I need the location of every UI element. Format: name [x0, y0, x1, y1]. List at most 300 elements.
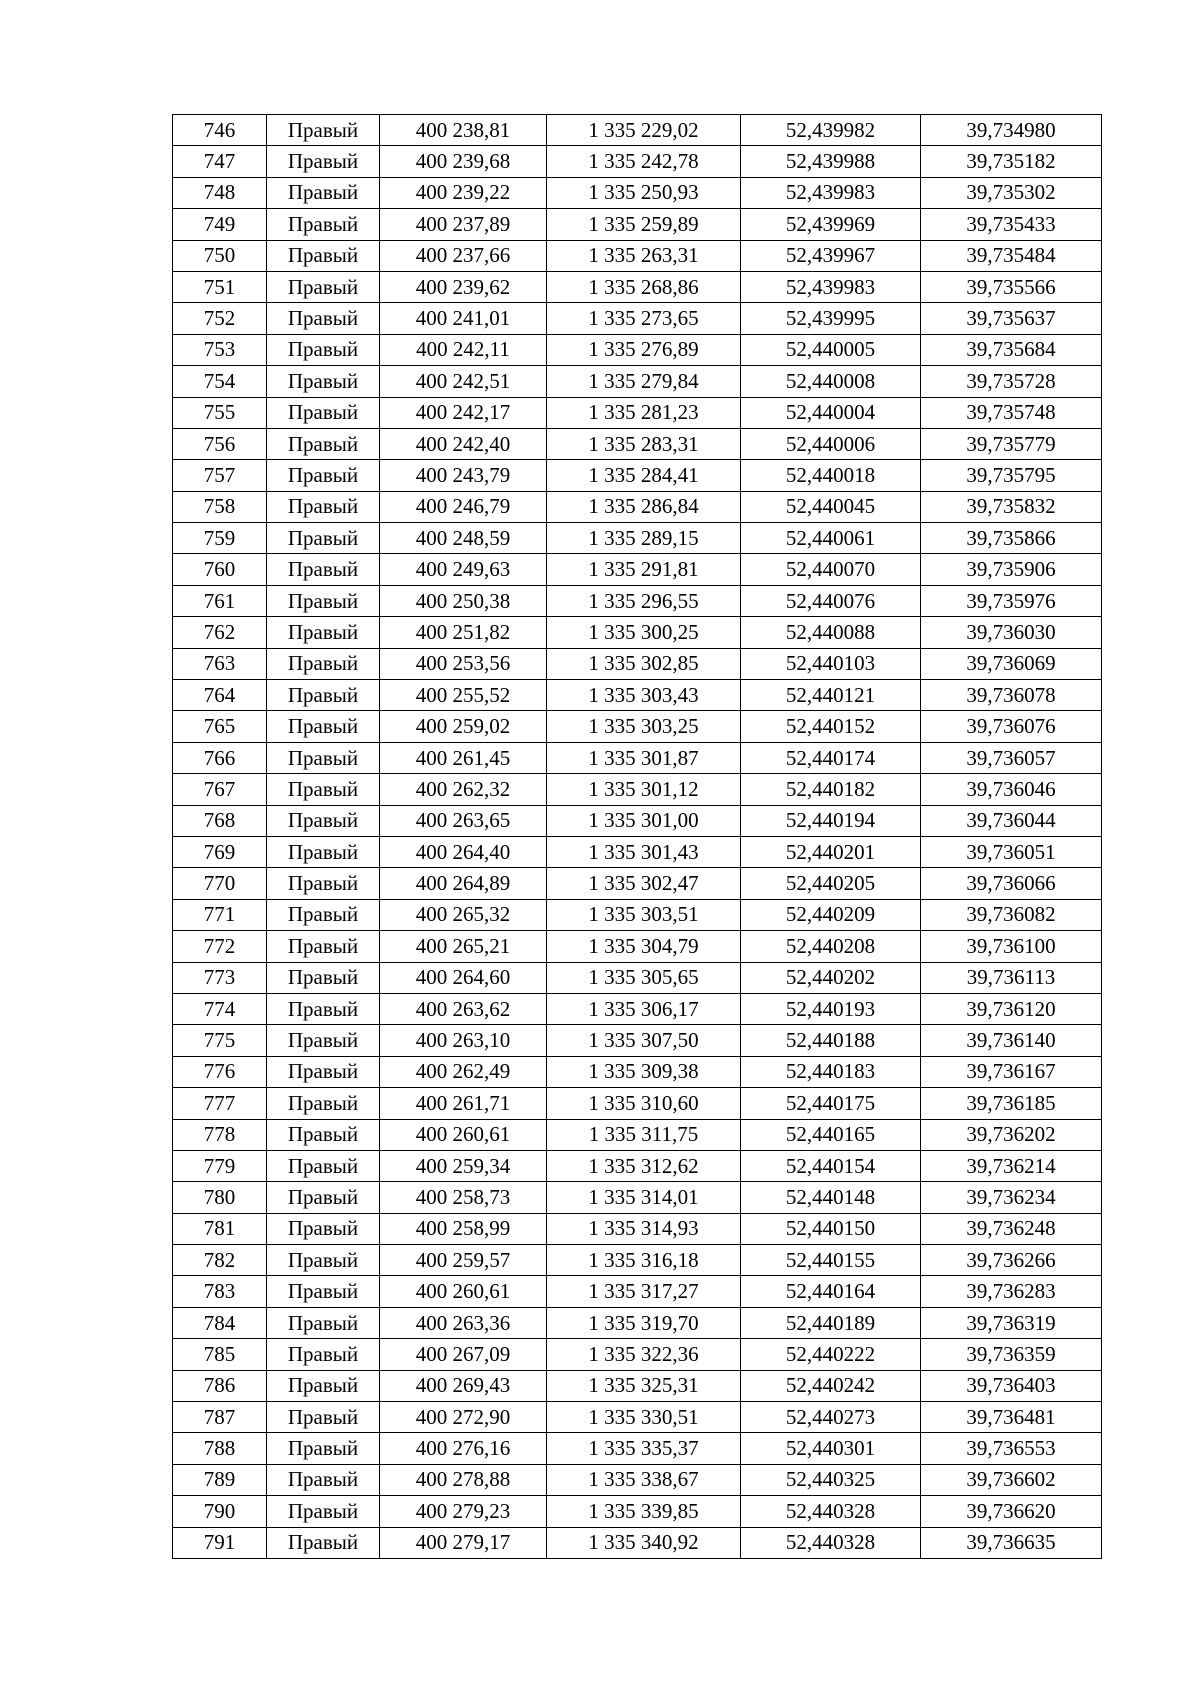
longitude-cell: 39,736248 — [921, 1213, 1102, 1244]
table-row — [173, 1182, 1102, 1213]
point-number-cell: 766 — [173, 742, 267, 773]
side-cell: Правый — [267, 648, 380, 679]
x-coordinate-cell: 400 259,34 — [380, 1150, 547, 1181]
y-coordinate-cell: 1 335 330,51 — [547, 1402, 741, 1433]
latitude-cell: 52,439988 — [741, 146, 921, 177]
y-coordinate-cell: 1 335 317,27 — [547, 1276, 741, 1307]
point-number-cell: 789 — [173, 1464, 267, 1495]
y-coordinate-cell: 1 335 301,43 — [547, 836, 741, 867]
latitude-cell: 52,440325 — [741, 1464, 921, 1495]
side-cell: Правый — [267, 962, 380, 993]
longitude-cell: 39,736553 — [921, 1433, 1102, 1464]
x-coordinate-cell: 400 251,82 — [380, 617, 547, 648]
x-coordinate-cell: 400 255,52 — [380, 680, 547, 711]
latitude-cell: 52,440328 — [741, 1496, 921, 1527]
x-coordinate-cell: 400 259,57 — [380, 1245, 547, 1276]
point-number-cell: 777 — [173, 1088, 267, 1119]
side-cell: Правый — [267, 397, 380, 428]
latitude-cell: 52,440202 — [741, 962, 921, 993]
y-coordinate-cell: 1 335 303,25 — [547, 711, 741, 742]
side-cell: Правый — [267, 680, 380, 711]
point-number-cell: 787 — [173, 1402, 267, 1433]
latitude-cell: 52,440103 — [741, 648, 921, 679]
latitude-cell: 52,439967 — [741, 240, 921, 271]
longitude-cell: 39,735748 — [921, 397, 1102, 428]
table-row — [173, 680, 1102, 711]
latitude-cell: 52,440175 — [741, 1088, 921, 1119]
point-number-cell: 774 — [173, 993, 267, 1024]
side-cell: Правый — [267, 1088, 380, 1119]
side-cell: Правый — [267, 1527, 380, 1558]
point-number-cell: 750 — [173, 240, 267, 271]
y-coordinate-cell: 1 335 305,65 — [547, 962, 741, 993]
x-coordinate-cell: 400 269,43 — [380, 1370, 547, 1401]
y-coordinate-cell: 1 335 316,18 — [547, 1245, 741, 1276]
point-number-cell: 782 — [173, 1245, 267, 1276]
table-row — [173, 1307, 1102, 1338]
point-number-cell: 747 — [173, 146, 267, 177]
longitude-cell: 39,736057 — [921, 742, 1102, 773]
table-row — [173, 1496, 1102, 1527]
x-coordinate-cell: 400 259,02 — [380, 711, 547, 742]
x-coordinate-cell: 400 248,59 — [380, 523, 547, 554]
point-number-cell: 762 — [173, 617, 267, 648]
longitude-cell: 39,736082 — [921, 899, 1102, 930]
side-cell: Правый — [267, 366, 380, 397]
table-row — [173, 491, 1102, 522]
x-coordinate-cell: 400 242,51 — [380, 366, 547, 397]
x-coordinate-cell: 400 261,71 — [380, 1088, 547, 1119]
y-coordinate-cell: 1 335 263,31 — [547, 240, 741, 271]
side-cell: Правый — [267, 805, 380, 836]
side-cell: Правый — [267, 554, 380, 585]
point-number-cell: 757 — [173, 460, 267, 491]
point-number-cell: 768 — [173, 805, 267, 836]
y-coordinate-cell: 1 335 286,84 — [547, 491, 741, 522]
longitude-cell: 39,735182 — [921, 146, 1102, 177]
point-number-cell: 753 — [173, 334, 267, 365]
y-coordinate-cell: 1 335 281,23 — [547, 397, 741, 428]
x-coordinate-cell: 400 260,61 — [380, 1276, 547, 1307]
side-cell: Правый — [267, 899, 380, 930]
side-cell: Правый — [267, 177, 380, 208]
side-cell: Правый — [267, 1213, 380, 1244]
y-coordinate-cell: 1 335 303,51 — [547, 899, 741, 930]
longitude-cell: 39,736100 — [921, 931, 1102, 962]
x-coordinate-cell: 400 258,73 — [380, 1182, 547, 1213]
table-row — [173, 1119, 1102, 1150]
x-coordinate-cell: 400 237,89 — [380, 209, 547, 240]
table-row — [173, 585, 1102, 616]
x-coordinate-cell: 400 272,90 — [380, 1402, 547, 1433]
longitude-cell: 39,736635 — [921, 1527, 1102, 1558]
latitude-cell: 52,440188 — [741, 1025, 921, 1056]
y-coordinate-cell: 1 335 322,36 — [547, 1339, 741, 1370]
longitude-cell: 39,736403 — [921, 1370, 1102, 1401]
x-coordinate-cell: 400 246,79 — [380, 491, 547, 522]
latitude-cell: 52,439983 — [741, 271, 921, 302]
side-cell: Правый — [267, 1496, 380, 1527]
table-row — [173, 177, 1102, 208]
side-cell: Правый — [267, 240, 380, 271]
table-row — [173, 1339, 1102, 1370]
point-number-cell: 761 — [173, 585, 267, 616]
side-cell: Правый — [267, 523, 380, 554]
side-cell: Правый — [267, 1025, 380, 1056]
latitude-cell: 52,440004 — [741, 397, 921, 428]
y-coordinate-cell: 1 335 229,02 — [547, 115, 741, 146]
y-coordinate-cell: 1 335 314,01 — [547, 1182, 741, 1213]
table-row — [173, 523, 1102, 554]
point-number-cell: 767 — [173, 774, 267, 805]
y-coordinate-cell: 1 335 309,38 — [547, 1056, 741, 1087]
x-coordinate-cell: 400 242,11 — [380, 334, 547, 365]
table-row — [173, 1527, 1102, 1558]
side-cell: Правый — [267, 711, 380, 742]
x-coordinate-cell: 400 264,89 — [380, 868, 547, 899]
latitude-cell: 52,440174 — [741, 742, 921, 773]
longitude-cell: 39,736214 — [921, 1150, 1102, 1181]
point-number-cell: 763 — [173, 648, 267, 679]
y-coordinate-cell: 1 335 242,78 — [547, 146, 741, 177]
point-number-cell: 779 — [173, 1150, 267, 1181]
latitude-cell: 52,440208 — [741, 931, 921, 962]
y-coordinate-cell: 1 335 279,84 — [547, 366, 741, 397]
side-cell: Правый — [267, 491, 380, 522]
point-number-cell: 752 — [173, 303, 267, 334]
table-row — [173, 240, 1102, 271]
side-cell: Правый — [267, 742, 380, 773]
longitude-cell: 39,735906 — [921, 554, 1102, 585]
x-coordinate-cell: 400 262,32 — [380, 774, 547, 805]
y-coordinate-cell: 1 335 301,87 — [547, 742, 741, 773]
point-number-cell: 755 — [173, 397, 267, 428]
side-cell: Правый — [267, 993, 380, 1024]
side-cell: Правый — [267, 428, 380, 459]
longitude-cell: 39,734980 — [921, 115, 1102, 146]
table-row — [173, 742, 1102, 773]
point-number-cell: 783 — [173, 1276, 267, 1307]
latitude-cell: 52,440006 — [741, 428, 921, 459]
latitude-cell: 52,440148 — [741, 1182, 921, 1213]
point-number-cell: 778 — [173, 1119, 267, 1150]
table-row — [173, 303, 1102, 334]
x-coordinate-cell: 400 237,66 — [380, 240, 547, 271]
point-number-cell: 748 — [173, 177, 267, 208]
longitude-cell: 39,736113 — [921, 962, 1102, 993]
y-coordinate-cell: 1 335 304,79 — [547, 931, 741, 962]
table-row — [173, 1464, 1102, 1495]
y-coordinate-cell: 1 335 283,31 — [547, 428, 741, 459]
latitude-cell: 52,440209 — [741, 899, 921, 930]
y-coordinate-cell: 1 335 312,62 — [547, 1150, 741, 1181]
x-coordinate-cell: 400 242,17 — [380, 397, 547, 428]
y-coordinate-cell: 1 335 268,86 — [547, 271, 741, 302]
y-coordinate-cell: 1 335 325,31 — [547, 1370, 741, 1401]
longitude-cell: 39,735637 — [921, 303, 1102, 334]
side-cell: Правый — [267, 1182, 380, 1213]
x-coordinate-cell: 400 276,16 — [380, 1433, 547, 1464]
table-row — [173, 1056, 1102, 1087]
latitude-cell: 52,440193 — [741, 993, 921, 1024]
point-number-cell: 765 — [173, 711, 267, 742]
latitude-cell: 52,440205 — [741, 868, 921, 899]
longitude-cell: 39,736620 — [921, 1496, 1102, 1527]
y-coordinate-cell: 1 335 335,37 — [547, 1433, 741, 1464]
side-cell: Правый — [267, 1119, 380, 1150]
y-coordinate-cell: 1 335 303,43 — [547, 680, 741, 711]
point-number-cell: 758 — [173, 491, 267, 522]
x-coordinate-cell: 400 279,23 — [380, 1496, 547, 1527]
point-number-cell: 775 — [173, 1025, 267, 1056]
point-number-cell: 780 — [173, 1182, 267, 1213]
longitude-cell: 39,735566 — [921, 271, 1102, 302]
side-cell: Правый — [267, 1276, 380, 1307]
longitude-cell: 39,736051 — [921, 836, 1102, 867]
table-row — [173, 931, 1102, 962]
longitude-cell: 39,735433 — [921, 209, 1102, 240]
table-row — [173, 836, 1102, 867]
side-cell: Правый — [267, 209, 380, 240]
point-number-cell: 786 — [173, 1370, 267, 1401]
latitude-cell: 52,440165 — [741, 1119, 921, 1150]
latitude-cell: 52,440018 — [741, 460, 921, 491]
y-coordinate-cell: 1 335 250,93 — [547, 177, 741, 208]
table-row — [173, 428, 1102, 459]
side-cell: Правый — [267, 1339, 380, 1370]
table-row — [173, 460, 1102, 491]
latitude-cell: 52,440045 — [741, 491, 921, 522]
latitude-cell: 52,440273 — [741, 1402, 921, 1433]
side-cell: Правый — [267, 334, 380, 365]
table-row — [173, 334, 1102, 365]
x-coordinate-cell: 400 278,88 — [380, 1464, 547, 1495]
x-coordinate-cell: 400 264,60 — [380, 962, 547, 993]
longitude-cell: 39,736481 — [921, 1402, 1102, 1433]
x-coordinate-cell: 400 238,81 — [380, 115, 547, 146]
side-cell: Правый — [267, 1464, 380, 1495]
longitude-cell: 39,735832 — [921, 491, 1102, 522]
table-row — [173, 366, 1102, 397]
x-coordinate-cell: 400 263,10 — [380, 1025, 547, 1056]
x-coordinate-cell: 400 258,99 — [380, 1213, 547, 1244]
x-coordinate-cell: 400 243,79 — [380, 460, 547, 491]
longitude-cell: 39,735484 — [921, 240, 1102, 271]
side-cell: Правый — [267, 1370, 380, 1401]
latitude-cell: 52,439982 — [741, 115, 921, 146]
longitude-cell: 39,735684 — [921, 334, 1102, 365]
point-number-cell: 754 — [173, 366, 267, 397]
y-coordinate-cell: 1 335 340,92 — [547, 1527, 741, 1558]
point-number-cell: 791 — [173, 1527, 267, 1558]
side-cell: Правый — [267, 774, 380, 805]
longitude-cell: 39,736044 — [921, 805, 1102, 836]
x-coordinate-cell: 400 263,65 — [380, 805, 547, 836]
latitude-cell: 52,440088 — [741, 617, 921, 648]
latitude-cell: 52,440152 — [741, 711, 921, 742]
x-coordinate-cell: 400 250,38 — [380, 585, 547, 616]
latitude-cell: 52,440301 — [741, 1433, 921, 1464]
longitude-cell: 39,736359 — [921, 1339, 1102, 1370]
x-coordinate-cell: 400 261,45 — [380, 742, 547, 773]
y-coordinate-cell: 1 335 307,50 — [547, 1025, 741, 1056]
y-coordinate-cell: 1 335 296,55 — [547, 585, 741, 616]
latitude-cell: 52,440222 — [741, 1339, 921, 1370]
y-coordinate-cell: 1 335 311,75 — [547, 1119, 741, 1150]
point-number-cell: 764 — [173, 680, 267, 711]
x-coordinate-cell: 400 263,62 — [380, 993, 547, 1024]
y-coordinate-cell: 1 335 310,60 — [547, 1088, 741, 1119]
side-cell: Правый — [267, 1433, 380, 1464]
y-coordinate-cell: 1 335 301,12 — [547, 774, 741, 805]
table-row — [173, 146, 1102, 177]
latitude-cell: 52,439969 — [741, 209, 921, 240]
table-row — [173, 397, 1102, 428]
x-coordinate-cell: 400 239,22 — [380, 177, 547, 208]
x-coordinate-cell: 400 253,56 — [380, 648, 547, 679]
longitude-cell: 39,735779 — [921, 428, 1102, 459]
latitude-cell: 52,440150 — [741, 1213, 921, 1244]
longitude-cell: 39,736120 — [921, 993, 1102, 1024]
longitude-cell: 39,736266 — [921, 1245, 1102, 1276]
y-coordinate-cell: 1 335 306,17 — [547, 993, 741, 1024]
latitude-cell: 52,440155 — [741, 1245, 921, 1276]
table-row — [173, 805, 1102, 836]
side-cell: Правый — [267, 868, 380, 899]
y-coordinate-cell: 1 335 276,89 — [547, 334, 741, 365]
point-number-cell: 746 — [173, 115, 267, 146]
table-row — [173, 993, 1102, 1024]
latitude-cell: 52,440076 — [741, 585, 921, 616]
longitude-cell: 39,735866 — [921, 523, 1102, 554]
point-number-cell: 749 — [173, 209, 267, 240]
point-number-cell: 788 — [173, 1433, 267, 1464]
table-row — [173, 209, 1102, 240]
x-coordinate-cell: 400 267,09 — [380, 1339, 547, 1370]
latitude-cell: 52,440189 — [741, 1307, 921, 1338]
point-number-cell: 776 — [173, 1056, 267, 1087]
longitude-cell: 39,736030 — [921, 617, 1102, 648]
latitude-cell: 52,440005 — [741, 334, 921, 365]
point-number-cell: 759 — [173, 523, 267, 554]
side-cell: Правый — [267, 1245, 380, 1276]
side-cell: Правый — [267, 146, 380, 177]
side-cell: Правый — [267, 617, 380, 648]
longitude-cell: 39,736066 — [921, 868, 1102, 899]
table-row — [173, 1245, 1102, 1276]
table-row — [173, 1370, 1102, 1401]
latitude-cell: 52,440070 — [741, 554, 921, 585]
latitude-cell: 52,440201 — [741, 836, 921, 867]
point-number-cell: 773 — [173, 962, 267, 993]
x-coordinate-cell: 400 265,32 — [380, 899, 547, 930]
table-row — [173, 554, 1102, 585]
table-row — [173, 962, 1102, 993]
latitude-cell: 52,440121 — [741, 680, 921, 711]
x-coordinate-cell: 400 241,01 — [380, 303, 547, 334]
point-number-cell: 771 — [173, 899, 267, 930]
longitude-cell: 39,736283 — [921, 1276, 1102, 1307]
coordinates-table-body — [173, 115, 1102, 1559]
x-coordinate-cell: 400 249,63 — [380, 554, 547, 585]
longitude-cell: 39,736076 — [921, 711, 1102, 742]
x-coordinate-cell: 400 239,62 — [380, 271, 547, 302]
longitude-cell: 39,735795 — [921, 460, 1102, 491]
y-coordinate-cell: 1 335 259,89 — [547, 209, 741, 240]
y-coordinate-cell: 1 335 302,47 — [547, 868, 741, 899]
latitude-cell: 52,440008 — [741, 366, 921, 397]
x-coordinate-cell: 400 242,40 — [380, 428, 547, 459]
side-cell: Правый — [267, 303, 380, 334]
longitude-cell: 39,736185 — [921, 1088, 1102, 1119]
point-number-cell: 785 — [173, 1339, 267, 1370]
longitude-cell: 39,736069 — [921, 648, 1102, 679]
side-cell: Правый — [267, 1056, 380, 1087]
side-cell: Правый — [267, 585, 380, 616]
longitude-cell: 39,735302 — [921, 177, 1102, 208]
latitude-cell: 52,440183 — [741, 1056, 921, 1087]
longitude-cell: 39,736167 — [921, 1056, 1102, 1087]
side-cell: Правый — [267, 836, 380, 867]
x-coordinate-cell: 400 263,36 — [380, 1307, 547, 1338]
point-number-cell: 772 — [173, 931, 267, 962]
x-coordinate-cell: 400 264,40 — [380, 836, 547, 867]
longitude-cell: 39,736602 — [921, 1464, 1102, 1495]
table-row — [173, 1276, 1102, 1307]
latitude-cell: 52,439995 — [741, 303, 921, 334]
side-cell: Правый — [267, 1402, 380, 1433]
table-row — [173, 1213, 1102, 1244]
latitude-cell: 52,440328 — [741, 1527, 921, 1558]
longitude-cell: 39,736234 — [921, 1182, 1102, 1213]
longitude-cell: 39,735728 — [921, 366, 1102, 397]
point-number-cell: 751 — [173, 271, 267, 302]
side-cell: Правый — [267, 460, 380, 491]
table-row — [173, 1088, 1102, 1119]
table-row — [173, 1402, 1102, 1433]
point-number-cell: 756 — [173, 428, 267, 459]
y-coordinate-cell: 1 335 289,15 — [547, 523, 741, 554]
x-coordinate-cell: 400 260,61 — [380, 1119, 547, 1150]
table-row — [173, 868, 1102, 899]
latitude-cell: 52,440061 — [741, 523, 921, 554]
x-coordinate-cell: 400 262,49 — [380, 1056, 547, 1087]
x-coordinate-cell: 400 265,21 — [380, 931, 547, 962]
table-row — [173, 1433, 1102, 1464]
latitude-cell: 52,440164 — [741, 1276, 921, 1307]
point-number-cell: 770 — [173, 868, 267, 899]
side-cell: Правый — [267, 1150, 380, 1181]
table-row — [173, 271, 1102, 302]
longitude-cell: 39,736046 — [921, 774, 1102, 805]
y-coordinate-cell: 1 335 314,93 — [547, 1213, 741, 1244]
side-cell: Правый — [267, 931, 380, 962]
point-number-cell: 769 — [173, 836, 267, 867]
table-row — [173, 899, 1102, 930]
x-coordinate-cell: 400 279,17 — [380, 1527, 547, 1558]
table-row — [173, 711, 1102, 742]
point-number-cell: 790 — [173, 1496, 267, 1527]
table-row — [173, 617, 1102, 648]
side-cell: Правый — [267, 271, 380, 302]
latitude-cell: 52,440194 — [741, 805, 921, 836]
y-coordinate-cell: 1 335 338,67 — [547, 1464, 741, 1495]
latitude-cell: 52,440182 — [741, 774, 921, 805]
table-row — [173, 1150, 1102, 1181]
table-row — [173, 774, 1102, 805]
table-row — [173, 1025, 1102, 1056]
longitude-cell: 39,735976 — [921, 585, 1102, 616]
